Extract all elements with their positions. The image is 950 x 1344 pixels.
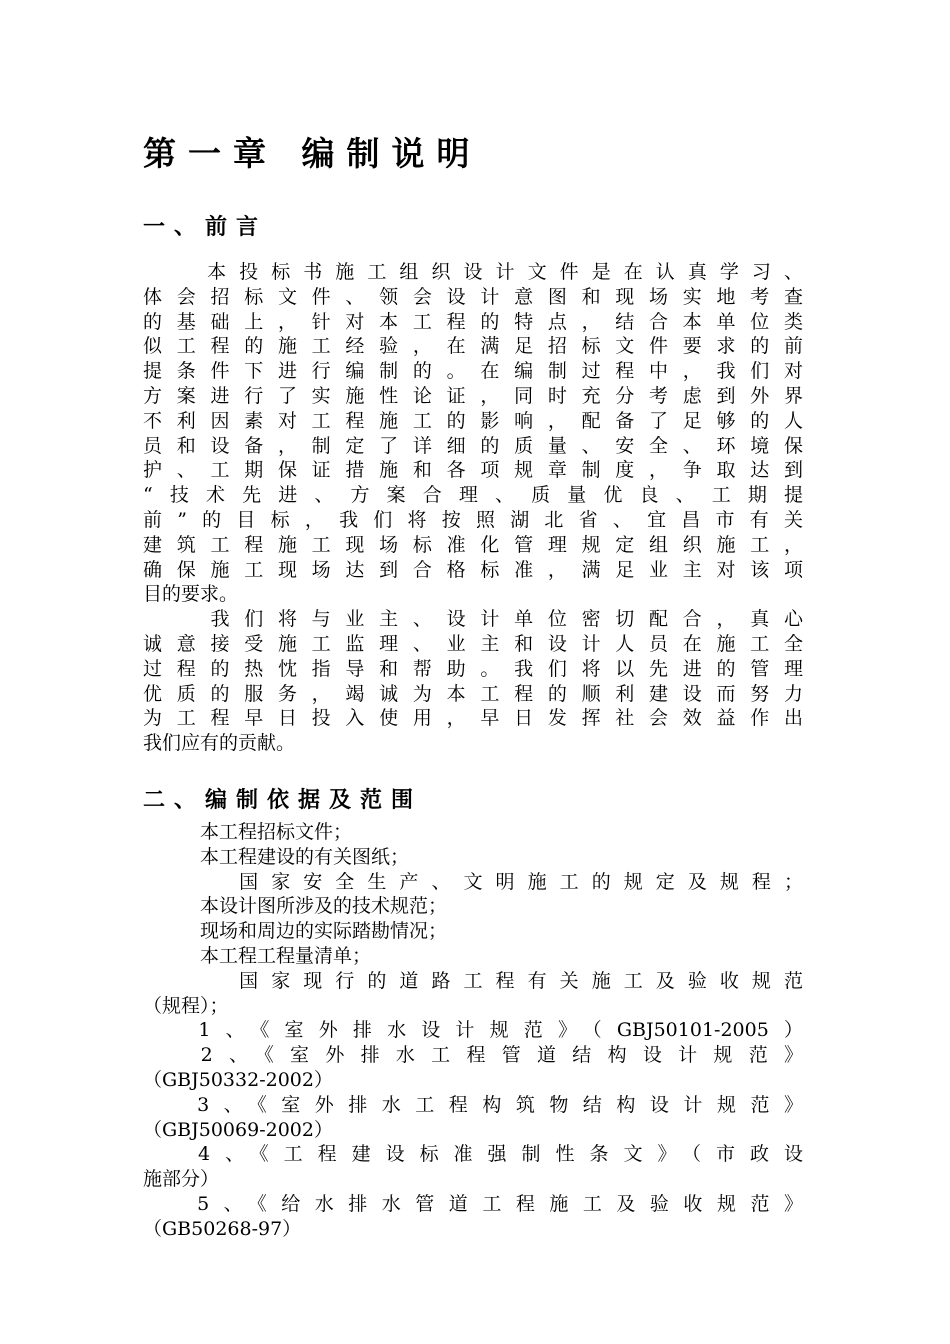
body-line: 的基础上，针对本工程的特点，结合本单位类 bbox=[143, 310, 803, 333]
body-line: 员和设备，制定了详细的质量、安全、环境保 bbox=[143, 434, 803, 457]
list-item: 2、《室外排水工程管道结构设计规范》 bbox=[143, 1044, 803, 1067]
list-item: 4、《工程建设标准强制性条文》（市政设 bbox=[143, 1143, 803, 1166]
list-item: 本工程招标文件； bbox=[143, 821, 353, 843]
chapter-title: 第一章 编制说明 bbox=[143, 134, 482, 173]
list-item: 现场和周边的实际踏勘情况； bbox=[143, 920, 448, 943]
body-line: 诚意接受施工监理、业主和设计人员在施工全 bbox=[143, 632, 803, 655]
list-item: 本工程工程量清单； bbox=[143, 944, 372, 967]
list-item: 施部分） bbox=[143, 1168, 220, 1191]
body-line: 方案进行了实施性论证，同时充分考虑到外界 bbox=[143, 384, 803, 407]
list-item: 5、《给水排水管道工程施工及验收规范》 bbox=[143, 1192, 803, 1215]
body-line: 建筑工程施工现场标准化管理规定组织施工， bbox=[143, 533, 803, 556]
basis-list bbox=[143, 820, 803, 1242]
list-item: （GBJ50332-2002） bbox=[143, 1068, 333, 1091]
section-title-preface: 一、前言 bbox=[143, 214, 268, 240]
body-line: 似工程的施工经验，在满足招标文件要求的前 bbox=[143, 335, 803, 358]
list-item: 1、《室外排水设计规范》（GBJ50101-2005） bbox=[143, 1019, 803, 1042]
body-line: 我们将与业主、设计单位密切配合，真心 bbox=[143, 608, 803, 631]
body-line: 前”的目标，我们将按照湖北省、宜昌市有关 bbox=[143, 508, 803, 531]
preface-body bbox=[143, 260, 803, 756]
body-line: 确保施工现场达到合格标准，满足业主对该项 bbox=[143, 558, 803, 581]
body-line: 提条件下进行编制的。在编制过程中，我们对 bbox=[143, 360, 803, 383]
body-line: 体会招标文件、领会设计意图和现场实地考查 bbox=[143, 285, 803, 308]
body-line: 不利因素对工程施工的影响，配备了足够的人 bbox=[143, 409, 803, 432]
body-line: 过程的热忱指导和帮助。我们将以先进的管理 bbox=[143, 657, 803, 680]
list-item: 3、《室外排水工程构筑物结构设计规范》 bbox=[143, 1093, 803, 1116]
body-line: 护、工期保证措施和各项规章制度，争取达到 bbox=[143, 459, 803, 482]
body-line: 优质的服务，竭诚为本工程的顺利建设而努力 bbox=[143, 682, 803, 705]
list-item: 本工程建设的有关图纸； bbox=[143, 845, 410, 868]
list-item: （GBJ50069-2002） bbox=[143, 1118, 333, 1141]
section-title-basis: 二、编制依据及范围 bbox=[143, 787, 423, 813]
body-line: 本投标书施工组织设计文件是在认真学习、 bbox=[143, 261, 803, 283]
list-item: （规程）； bbox=[143, 994, 229, 1017]
body-line: 目的要求。 bbox=[143, 583, 239, 606]
body-line: “技术先进、方案合理、质量优良、工期提 bbox=[143, 484, 803, 507]
list-item: 本设计图所涉及的技术规范； bbox=[143, 895, 448, 918]
list-item: （GB50268-97） bbox=[143, 1217, 302, 1240]
body-line: 我们应有的贡献。 bbox=[143, 732, 296, 755]
list-item: 国家安全生产、文明施工的规定及规程； bbox=[143, 870, 803, 893]
list-item: 国家现行的道路工程有关施工及验收规范 bbox=[143, 969, 803, 992]
body-line: 为工程早日投入使用，早日发挥社会效益作出 bbox=[143, 707, 803, 730]
